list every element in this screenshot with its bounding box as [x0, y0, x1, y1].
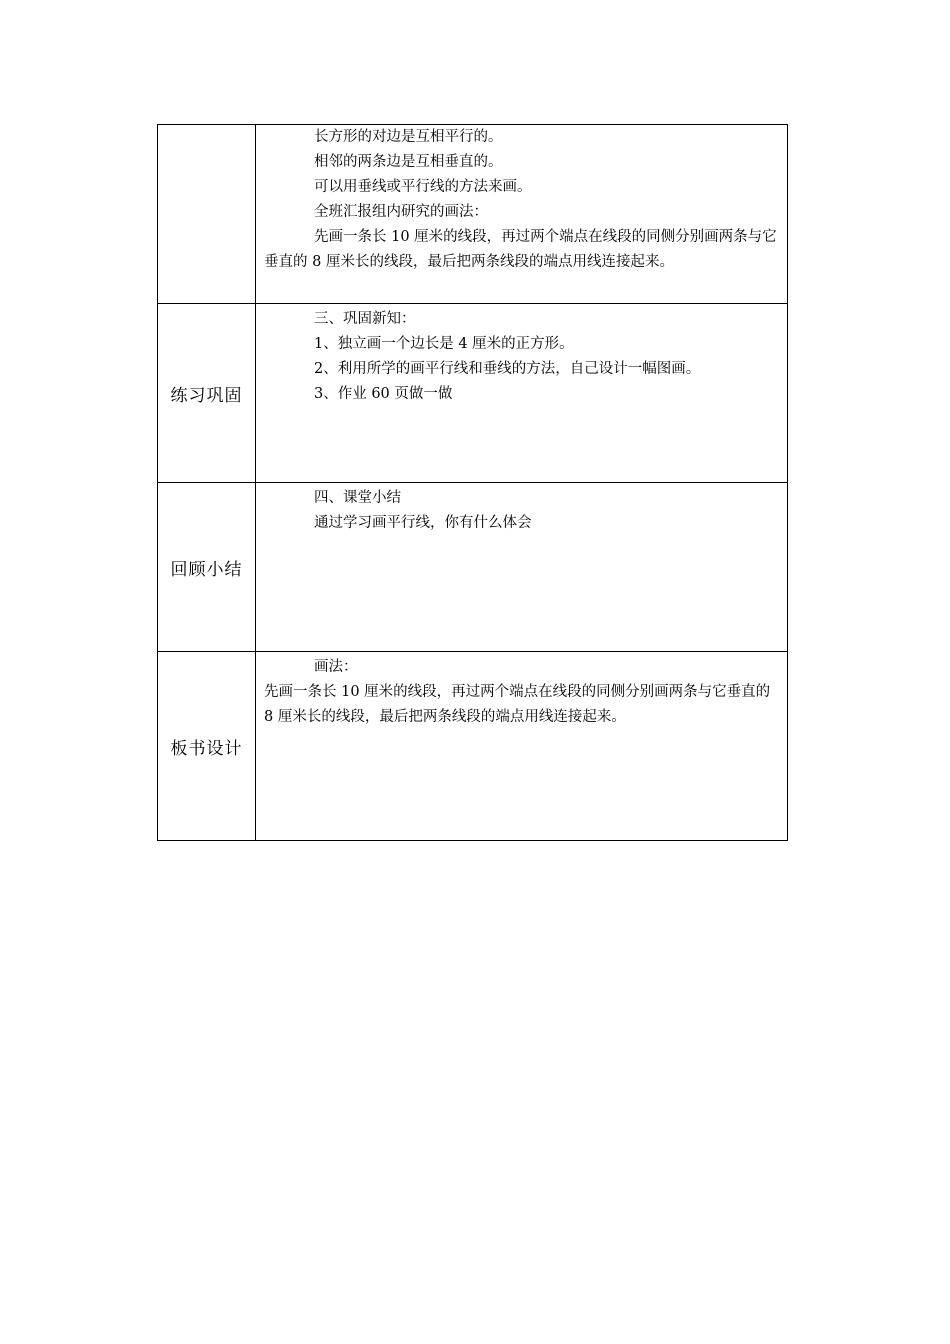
- content-line: 长方形的对边是互相平行的。: [314, 129, 503, 145]
- content-paragraph: 先画一条长 10 厘米的线段，再过两个端点在线段的同侧分别画两条与它垂直的 8 厘米长的线段，最后把两条线段的端点用线连接起来。: [264, 684, 771, 725]
- row-label-empty: [158, 125, 256, 304]
- table-row-board-design: [158, 652, 788, 841]
- content-heading: 画法：: [314, 659, 358, 675]
- row-content-practice: [256, 304, 788, 483]
- content-line: 三、巩固新知：: [314, 311, 416, 327]
- content-line: 四、课堂小结: [314, 490, 401, 506]
- row-content-review: [256, 483, 788, 652]
- row-content-drawing-method: [256, 125, 788, 304]
- row-label-practice: 练习巩固: [158, 304, 256, 483]
- lesson-plan-table: [157, 124, 788, 841]
- table-row-review: [158, 483, 788, 652]
- content-line: 全班汇报组内研究的画法：: [314, 204, 488, 220]
- content-paragraph: 先画一条长 10 厘米的线段，再过两个端点在线段的同侧分别画两条与它垂直的 8 厘米长的线段，最后把两条线段的端点用线连接起来。: [264, 229, 777, 270]
- content-line: 2、利用所学的画平行线和垂线的方法，自己设计一幅图画。: [314, 361, 701, 377]
- row-content-board-design: [256, 652, 788, 841]
- row-label-review: 回顾小结: [158, 483, 256, 652]
- content-line: 通过学习画平行线，你有什么体会: [314, 515, 532, 531]
- row-label-board-design: 板书设计: [158, 652, 256, 841]
- table-row-practice: [158, 304, 788, 483]
- content-line: 相邻的两条边是互相垂直的。: [314, 154, 503, 170]
- content-line: 3、作业 60 页做一做: [314, 386, 453, 402]
- content-line: 1、独立画一个边长是 4 厘米的正方形。: [314, 336, 574, 352]
- content-line: 可以用垂线或平行线的方法来画。: [314, 179, 532, 195]
- table-row-drawing-method: [158, 125, 788, 304]
